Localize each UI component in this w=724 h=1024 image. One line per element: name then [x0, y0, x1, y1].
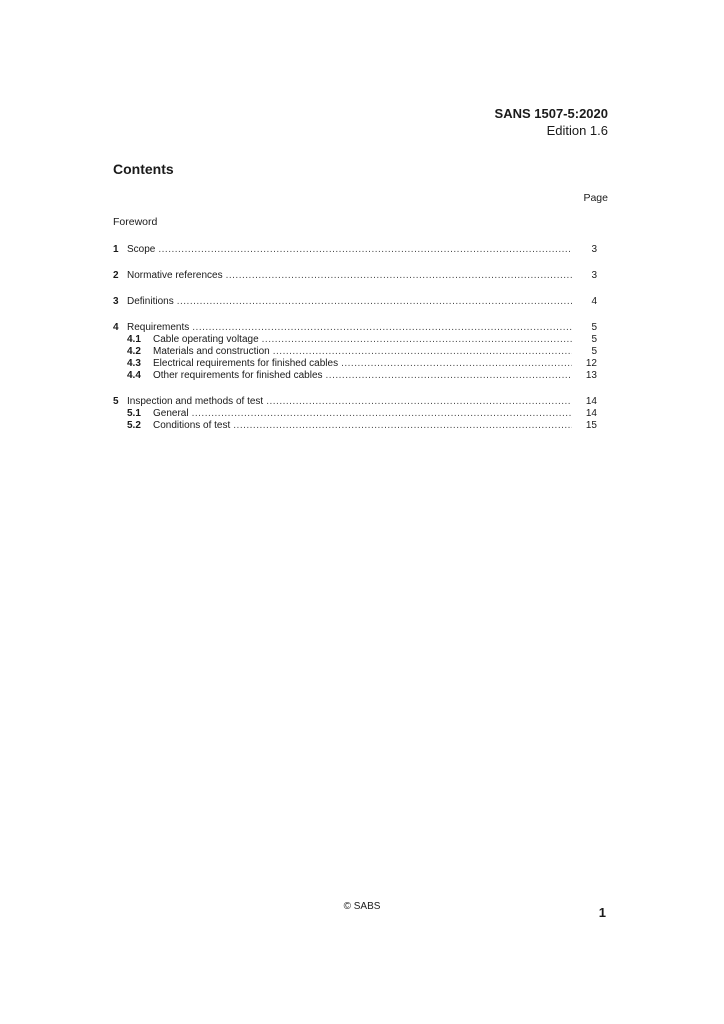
toc-entry-4-3[interactable] — [113, 358, 597, 370]
toc-page: 12 — [585, 358, 597, 369]
toc-title: Cable operating voltage — [153, 334, 259, 345]
toc-page: 3 — [591, 244, 597, 255]
standard-number: SANS 1507-5:2020 — [494, 106, 608, 121]
toc-page: 5 — [591, 334, 597, 345]
toc-title: Electrical requirements for finished cables — [153, 358, 339, 369]
table-of-contents — [113, 244, 597, 432]
toc-title: Conditions of test — [153, 420, 231, 431]
toc-title: General — [153, 408, 189, 419]
toc-number: 4.1 — [127, 334, 141, 345]
toc-number: 1 — [113, 244, 119, 255]
toc-number: 4.2 — [127, 346, 141, 357]
toc-title: Normative references — [127, 270, 223, 281]
toc-page: 13 — [585, 370, 597, 381]
toc-page: 3 — [591, 270, 597, 281]
toc-entry-2[interactable] — [113, 270, 597, 282]
dot-leader — [266, 396, 572, 408]
dot-leader — [192, 322, 572, 334]
toc-page: 5 — [591, 346, 597, 357]
dot-leader — [273, 346, 572, 358]
toc-page: 14 — [585, 408, 597, 419]
toc-number: 4.3 — [127, 358, 141, 369]
toc-title: Scope — [127, 244, 156, 255]
contents-heading: Contents — [113, 161, 174, 177]
document-header — [495, 105, 608, 139]
toc-number: 5.1 — [127, 408, 141, 419]
toc-entry-5[interactable] — [113, 396, 597, 408]
dot-leader — [233, 420, 572, 432]
toc-page: 4 — [591, 296, 597, 307]
toc-number: 5 — [113, 396, 119, 407]
toc-title: Inspection and methods of test — [127, 396, 264, 407]
dot-leader — [226, 270, 572, 282]
toc-number: 3 — [113, 296, 119, 307]
dot-leader — [326, 370, 572, 382]
page-column-label: Page — [583, 192, 608, 204]
toc-title: Definitions — [127, 296, 174, 307]
toc-entry-3[interactable] — [113, 296, 597, 308]
toc-number: 5.2 — [127, 420, 141, 431]
edition-label: Edition 1.6 — [546, 123, 608, 138]
toc-entry-4[interactable] — [113, 322, 597, 334]
toc-entry-4-2[interactable] — [113, 346, 597, 358]
toc-entry-4-1[interactable] — [113, 334, 597, 346]
toc-page: 14 — [585, 396, 597, 407]
toc-entry-4-4[interactable] — [113, 370, 597, 382]
page-number: 1 — [598, 905, 606, 920]
dot-leader — [341, 358, 572, 370]
toc-title: Other requirements for finished cables — [153, 370, 323, 381]
dot-leader — [192, 408, 572, 420]
dot-leader — [158, 244, 572, 256]
toc-title: Requirements — [127, 322, 190, 333]
foreword-entry: Foreword — [113, 216, 158, 228]
toc-number: 2 — [113, 270, 119, 281]
toc-page: 15 — [585, 420, 597, 431]
dot-leader — [262, 334, 572, 346]
toc-entry-1[interactable] — [113, 244, 597, 256]
toc-number: 4.4 — [127, 370, 141, 381]
toc-entry-5-2[interactable] — [113, 420, 597, 432]
copyright-footer: © SABS — [343, 901, 381, 912]
toc-title: Materials and construction — [153, 346, 270, 357]
toc-number: 4 — [113, 322, 119, 333]
dot-leader — [177, 296, 572, 308]
toc-entry-5-1[interactable] — [113, 408, 597, 420]
toc-page: 5 — [591, 322, 597, 333]
